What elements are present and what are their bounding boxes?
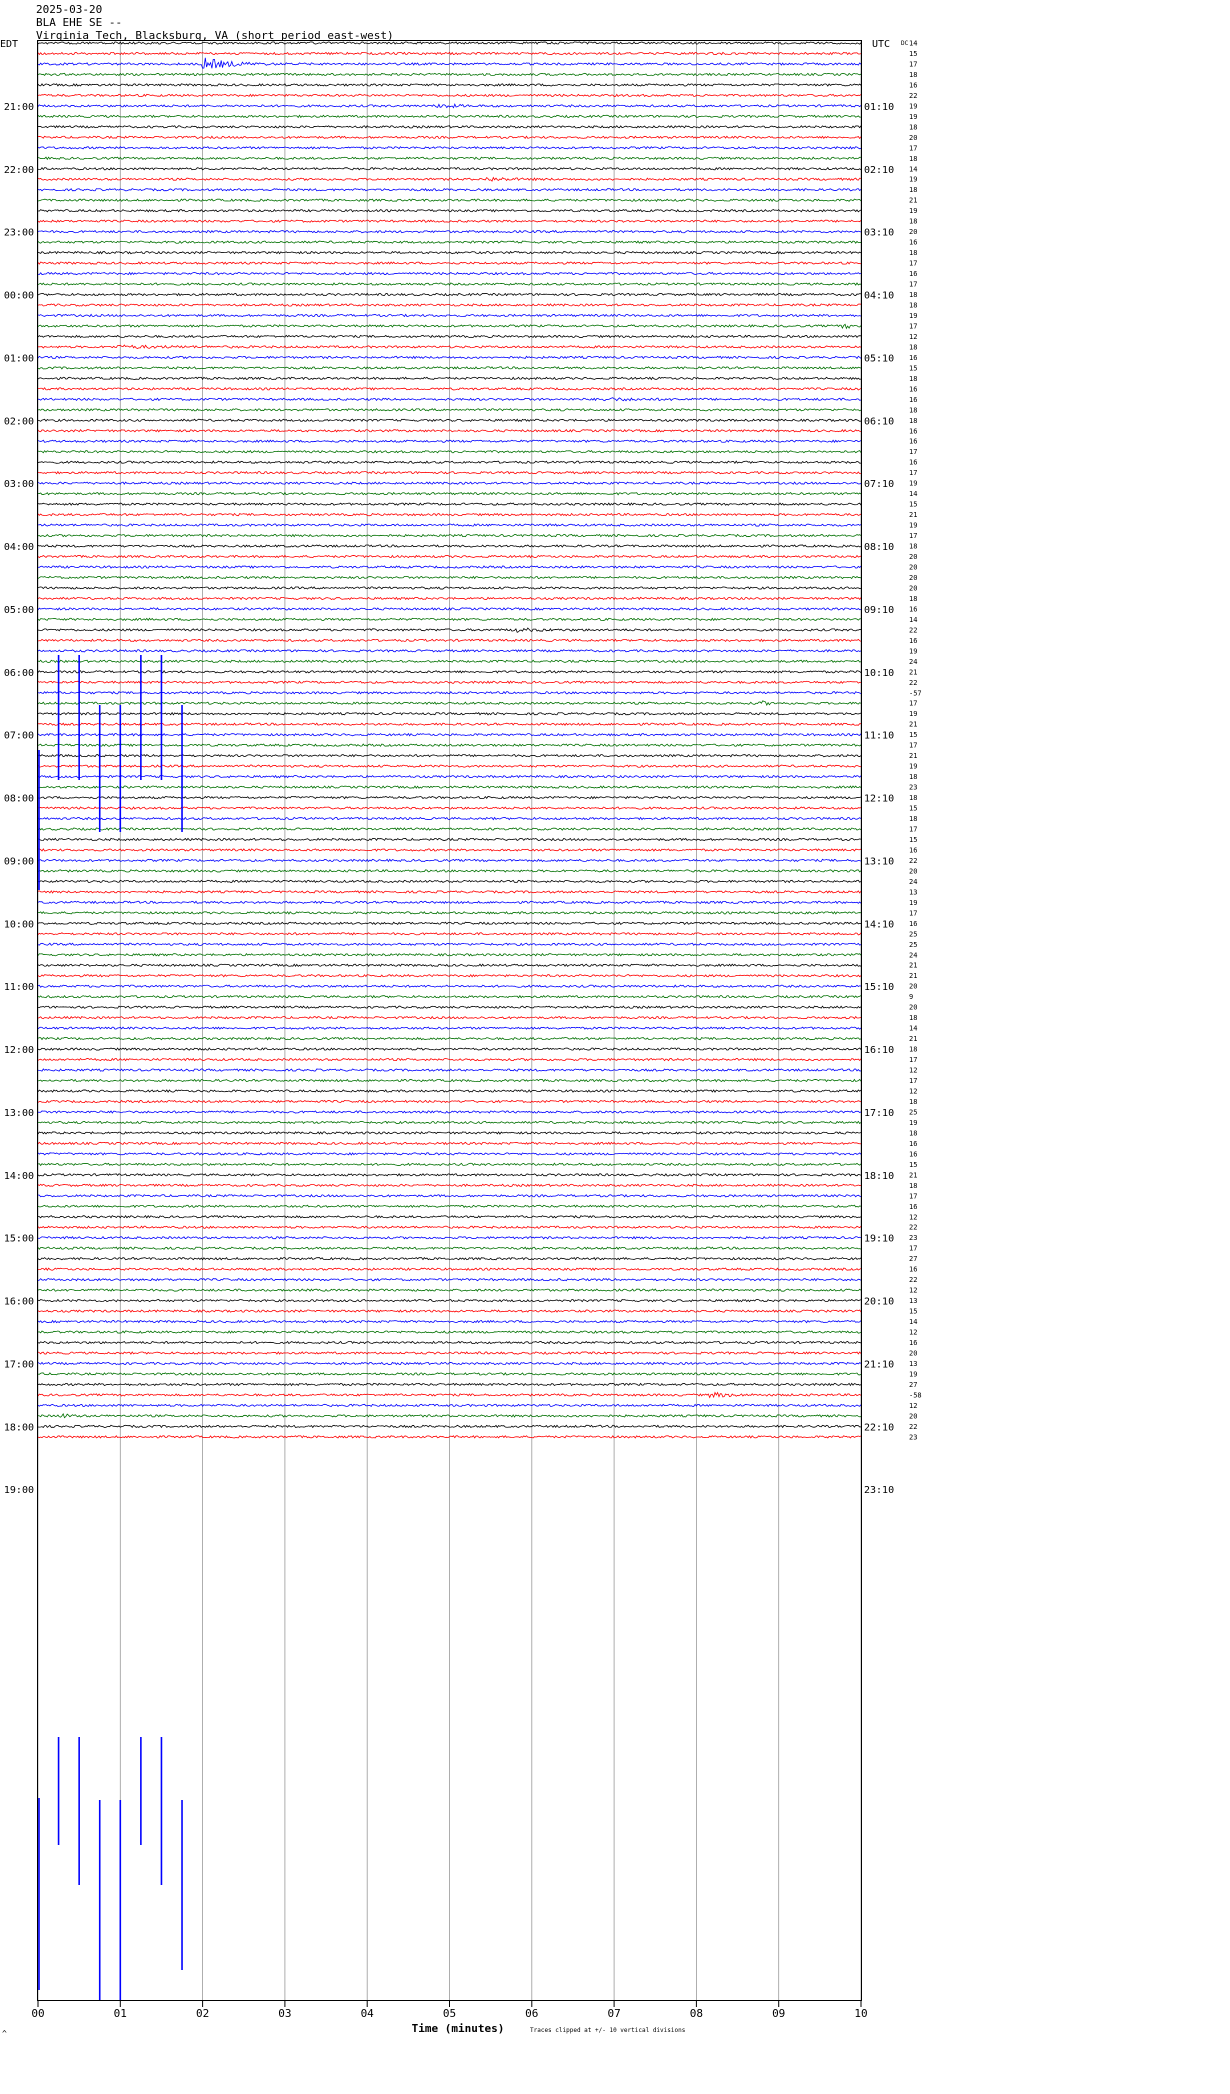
dc-offset-value: 19 [909,762,918,771]
utc-hour-label: 04:10 [864,290,895,302]
dc-offset-value: 16 [909,427,918,436]
edt-hour-label: 01:00 [3,353,34,365]
edt-hour-label: 22:00 [3,164,34,176]
dc-offset-value: 18 [909,291,918,300]
utc-hour-label: 21:10 [864,1359,895,1371]
clipping-footnote: Traces clipped at +/- 10 vertical divisions [530,2027,686,2034]
utc-hour-label: 11:10 [864,730,895,742]
dc-offset-value: 17 [909,825,918,834]
dc-offset-value: 22 [909,1223,918,1232]
dc-offset-value: 15 [909,835,918,844]
utc-hour-label: 07:10 [864,479,895,491]
dc-offset-value: 17 [909,144,918,153]
dc-offset-value: 27 [909,1380,918,1389]
dc-offset-value: 20 [909,1349,918,1358]
dc-offset-value: 18 [909,374,918,383]
utc-hour-label: 22:10 [864,1422,895,1434]
dc-offset-value: 25 [909,930,918,939]
dc-offset-value: 12 [909,1286,918,1295]
dc-offset-value: 18 [909,70,918,79]
dc-offset-value: 19 [909,1118,918,1127]
edt-hour-label: 13:00 [3,1107,34,1119]
x-tick-label: 08 [689,2007,704,2020]
dc-offset-value: 20 [909,133,918,142]
dc-offset-value: 22 [909,626,918,635]
dc-offset-value: 20 [909,563,918,572]
dc-offset-value: -58 [909,1391,922,1400]
dc-offset-value: 19 [909,112,918,121]
dc-offset-value: 15 [909,49,918,58]
dc-offset-value: 16 [909,395,918,404]
edt-hour-label: 04:00 [3,542,34,554]
edt-hour-label: 15:00 [3,1233,34,1245]
edt-hour-label: 06:00 [3,667,34,679]
edt-hour-label: 17:00 [3,1359,34,1371]
x-tick-label: 04 [360,2007,374,2020]
utc-hour-label: 01:10 [864,101,895,113]
edt-hour-label: 02:00 [3,416,34,428]
dc-offset-value: 19 [909,102,918,111]
dc-offset-value: 16 [909,1139,918,1148]
dc-offset-value: 16 [909,1265,918,1274]
utc-hour-label: 06:10 [864,416,895,428]
dc-offset-value: 15 [909,1307,918,1316]
dc-offset-value: 16 [909,353,918,362]
dc-offset-value: 25 [909,940,918,949]
edt-hour-label: 03:00 [3,479,34,491]
edt-hour-label: 00:00 [3,290,34,302]
dc-offset-value: 20 [909,982,918,991]
dc-offset-value: 27 [909,1255,918,1264]
edt-hour-label: 11:00 [3,982,34,994]
dc-offset-value: 24 [909,951,918,960]
dc-offset-value: 18 [909,343,918,352]
dc-offset-value: 21 [909,720,918,729]
x-tick-label: 03 [278,2007,292,2020]
dc-offset-value: 21 [909,752,918,761]
dc-offset-value: 16 [909,846,918,855]
dc-offset-value: 24 [909,657,918,666]
dc-offset-value: 14 [909,39,918,48]
dc-offset-value: 22 [909,91,918,100]
dc-offset-value: 20 [909,584,918,593]
dc-offset-value: 12 [909,332,918,341]
dc-offset-value: 16 [909,81,918,90]
dc-offset-value: 16 [909,437,918,446]
dc-offset-value: 16 [909,458,918,467]
dc-offset-value: 17 [909,1244,918,1253]
dc-offset-value: 21 [909,1171,918,1180]
dc-offset-value: 19 [909,710,918,719]
dc-offset-value: 18 [909,1181,918,1190]
dc-offset-value: 18 [909,815,918,824]
dc-offset-value: 22 [909,678,918,687]
x-tick-label: 05 [442,2007,457,2020]
dc-offset-value: 17 [909,909,918,918]
dc-offset-value: 17 [909,1056,918,1065]
dc-offset-value: 19 [909,647,918,656]
edt-hour-label: 08:00 [3,793,34,805]
dc-offset-value: 18 [909,794,918,803]
dc-offset-value: 9 [909,993,914,1002]
edt-hour-label: 21:00 [3,101,34,113]
x-tick-label: 00 [31,2007,45,2020]
utc-hour-label: 23:10 [864,1485,895,1497]
dc-offset-value: 18 [909,416,918,425]
dc-offset-value: 22 [909,1276,918,1285]
dc-offset-value: 21 [909,196,918,205]
edt-hour-label: 16:00 [3,1296,34,1308]
dc-offset-value: 24 [909,877,918,886]
dc-offset-value: 12 [909,1087,918,1096]
utc-hour-label: 18:10 [864,1170,895,1182]
utc-hour-label: 09:10 [864,604,895,616]
corner-mark: ^ [2,2029,7,2038]
edt-hour-label: 14:00 [3,1170,34,1182]
dc-offset-value: 20 [909,553,918,562]
dc-offset-value: 19 [909,311,918,320]
edt-hour-label: 12:00 [3,1045,34,1057]
dc-offset-value: 19 [909,175,918,184]
dc-offset-value: 23 [909,783,918,792]
dc-offset-value: 19 [909,207,918,216]
dc-offset-value: 17 [909,1077,918,1086]
utc-hour-label: 05:10 [864,353,895,365]
station-code: BLA EHE SE -- [36,16,123,29]
dc-offset-value: 19 [909,1370,918,1379]
dc-offset-value: 17 [909,1192,918,1201]
dc-offset-value: 20 [909,1003,918,1012]
edt-hour-label: 09:00 [3,856,34,868]
dc-offset-value: 14 [909,165,918,174]
dc-offset-value: 15 [909,500,918,509]
dc-header-label: DC [901,40,909,47]
dc-offset-value: 25 [909,1108,918,1117]
utc-hour-label: 14:10 [864,919,895,931]
utc-hour-label: 15:10 [864,982,895,994]
x-tick-label: 09 [772,2007,786,2020]
edt-hour-label: 07:00 [3,730,34,742]
dc-offset-value: 18 [909,1045,918,1054]
dc-offset-value: -57 [909,689,922,698]
dc-offset-value: 18 [909,217,918,226]
dc-offset-value: 17 [909,259,918,268]
dc-offset-value: 16 [909,919,918,928]
dc-offset-value: 18 [909,154,918,163]
record-date: 2025-03-20 [36,3,103,16]
dc-offset-value: 20 [909,573,918,582]
dc-offset-value: 17 [909,741,918,750]
dc-offset-value: 18 [909,1129,918,1138]
dc-offset-value: 18 [909,542,918,551]
dc-offset-value: 22 [909,856,918,865]
edt-hour-label: 23:00 [3,227,34,239]
edt-hour-label: 05:00 [3,604,34,616]
dc-offset-value: 20 [909,1412,918,1421]
utc-hour-label: 08:10 [864,542,895,554]
dc-offset-value: 19 [909,479,918,488]
dc-offset-value: 18 [909,249,918,258]
dc-offset-value: 16 [909,270,918,279]
dc-offset-value: 15 [909,1160,918,1169]
utc-hour-label: 02:10 [864,164,895,176]
station-location: Virginia Tech, Blacksburg, VA (short period east-west) [36,29,394,42]
dc-offset-value: 16 [909,1339,918,1348]
dc-offset-value: 16 [909,605,918,614]
x-tick-label: 02 [195,2007,210,2020]
utc-hour-label: 20:10 [864,1296,895,1308]
dc-offset-value: 13 [909,888,918,897]
x-tick-label: 01 [113,2007,127,2020]
dc-offset-value: 17 [909,532,918,541]
utc-axis-label: UTC [872,39,891,50]
dc-offset-value: 18 [909,1014,918,1023]
dc-offset-value: 17 [909,699,918,708]
x-tick-label: 10 [854,2007,868,2020]
dc-offset-value: 16 [909,1150,918,1159]
dc-offset-value: 18 [909,773,918,782]
edt-hour-label: 19:00 [3,1485,34,1497]
dc-offset-value: 22 [909,1422,918,1431]
dc-offset-value: 14 [909,490,918,499]
dc-offset-value: 20 [909,228,918,237]
x-tick-label: 07 [607,2007,621,2020]
dc-offset-value: 17 [909,448,918,457]
dc-offset-value: 14 [909,1318,918,1327]
dc-offset-value: 12 [909,1213,918,1222]
utc-hour-label: 12:10 [864,793,895,805]
utc-hour-label: 10:10 [864,667,895,679]
dc-offset-value: 16 [909,636,918,645]
edt-hour-label: 10:00 [3,919,34,931]
utc-hour-label: 03:10 [864,227,895,239]
utc-hour-label: 19:10 [864,1233,895,1245]
dc-offset-value: 19 [909,898,918,907]
dc-offset-value: 15 [909,804,918,813]
dc-offset-value: 18 [909,123,918,132]
edt-axis-label: EDT [0,39,19,50]
utc-hour-label: 13:10 [864,856,895,868]
dc-offset-value: 13 [909,1359,918,1368]
dc-offset-value: 18 [909,594,918,603]
dc-offset-value: 18 [909,406,918,415]
dc-offset-value: 14 [909,1024,918,1033]
dc-offset-value: 12 [909,1066,918,1075]
dc-offset-value: 19 [909,521,918,530]
dc-offset-value: 15 [909,731,918,740]
dc-offset-value: 14 [909,615,918,624]
dc-offset-value: 18 [909,186,918,195]
dc-offset-value: 17 [909,322,918,331]
dc-offset-value: 21 [909,1035,918,1044]
dc-offset-value: 23 [909,1234,918,1243]
dc-offset-value: 20 [909,867,918,876]
dc-offset-value: 23 [909,1433,918,1442]
dc-offset-value: 21 [909,668,918,677]
edt-hour-label: 18:00 [3,1422,34,1434]
dc-offset-value: 21 [909,511,918,520]
dc-offset-value: 16 [909,1202,918,1211]
x-axis-title: Time (minutes) [411,2022,505,2035]
utc-hour-label: 16:10 [864,1045,895,1057]
dc-offset-value: 12 [909,1401,918,1410]
dc-offset-value: 17 [909,280,918,289]
dc-offset-value: 21 [909,972,918,981]
dc-offset-value: 17 [909,469,918,478]
dc-offset-value: 15 [909,364,918,373]
dc-offset-value: 16 [909,238,918,247]
dc-offset-value: 16 [909,385,918,394]
dc-offset-value: 18 [909,1097,918,1106]
dc-offset-value: 12 [909,1328,918,1337]
dc-offset-value: 21 [909,961,918,970]
dc-offset-value: 17 [909,60,918,69]
x-tick-label: 06 [525,2007,539,2020]
dc-offset-value: 13 [909,1297,918,1306]
dc-offset-value: 18 [909,301,918,310]
utc-hour-label: 17:10 [864,1107,895,1119]
